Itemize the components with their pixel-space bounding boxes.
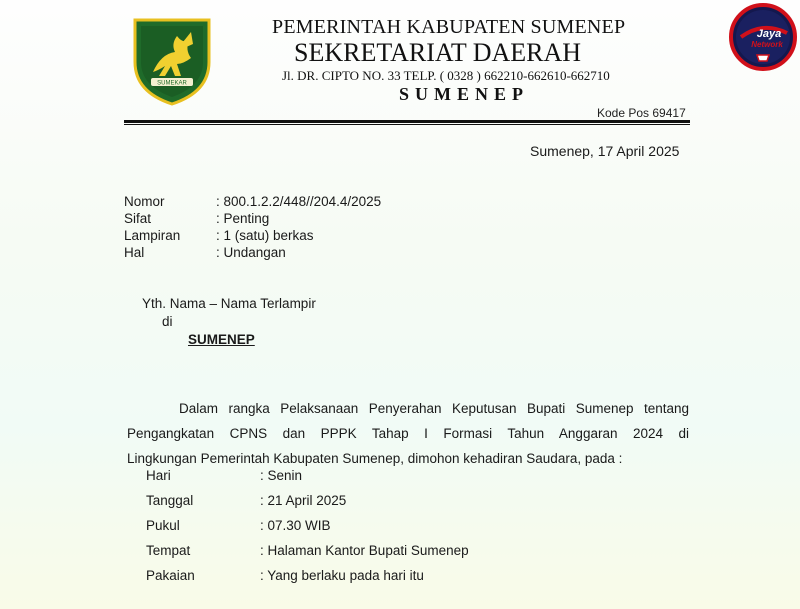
badge-line2: Network xyxy=(751,40,783,49)
meta-value: : 800.1.2.2/448//204.4/2025 xyxy=(216,194,382,209)
body-line: Dalam rangka Pelaksanaan Penyerahan Keputusan Bupati Sumenep tentang xyxy=(179,401,689,416)
detail-value: : Halaman Kantor Bupati Sumenep xyxy=(260,543,469,558)
letterhead-secretariat: SEKRETARIAT DAERAH xyxy=(294,38,582,67)
letterhead-divider-thin xyxy=(124,124,690,125)
letterhead-divider xyxy=(124,120,690,123)
recipient-place: SUMENEP xyxy=(188,332,255,347)
recipient-di: di xyxy=(162,314,173,329)
badge-line1: Jaya xyxy=(756,28,782,40)
meta-label: Nomor xyxy=(124,194,165,209)
detail-value: : 21 April 2025 xyxy=(260,493,347,508)
detail-label: Pukul xyxy=(146,518,180,533)
meta-label: Sifat xyxy=(124,211,152,226)
detail-value: : Senin xyxy=(260,468,303,483)
detail-label: Tanggal xyxy=(146,493,194,508)
detail-label: Hari xyxy=(146,468,171,483)
jaya-network-watermark-badge xyxy=(729,3,797,71)
detail-value: : 07.30 WIB xyxy=(260,518,331,533)
letterhead-city: SUMENEP xyxy=(399,84,530,104)
meta-value: : Penting xyxy=(216,211,270,226)
sumenep-emblem-logo xyxy=(131,14,213,106)
detail-label: Pakaian xyxy=(146,568,195,583)
postal-code: Kode Pos 69417 xyxy=(597,106,686,120)
meta-label: Hal xyxy=(124,245,145,260)
logo-motto-text: SUMEKAR xyxy=(157,80,187,87)
letterhead-address: Jl. DR. CIPTO NO. 33 TELP. ( 0328 ) 662210-662610-662710 xyxy=(282,68,610,83)
body-line: Lingkungan Pemerintah Kabupaten Sumenep, dimohon kehadiran Saudara, pada : xyxy=(127,451,623,466)
meta-label: Lampiran xyxy=(124,228,181,243)
letterhead-government: PEMERINTAH KABUPATEN SUMENEP xyxy=(272,16,626,38)
recipient-line: Yth. Nama – Nama Terlampir xyxy=(142,296,316,311)
letter-date: Sumenep, 17 April 2025 xyxy=(530,143,680,159)
detail-value: : Yang berlaku pada hari itu xyxy=(260,568,424,583)
letter-body xyxy=(127,396,689,471)
meta-value: : 1 (satu) berkas xyxy=(216,228,314,243)
detail-label: Tempat xyxy=(146,543,191,558)
meta-value: : Undangan xyxy=(216,245,286,260)
body-line: Pengangkatan CPNS dan PPPK Tahap I Formasi Tahun Anggaran 2024 di xyxy=(127,426,689,441)
